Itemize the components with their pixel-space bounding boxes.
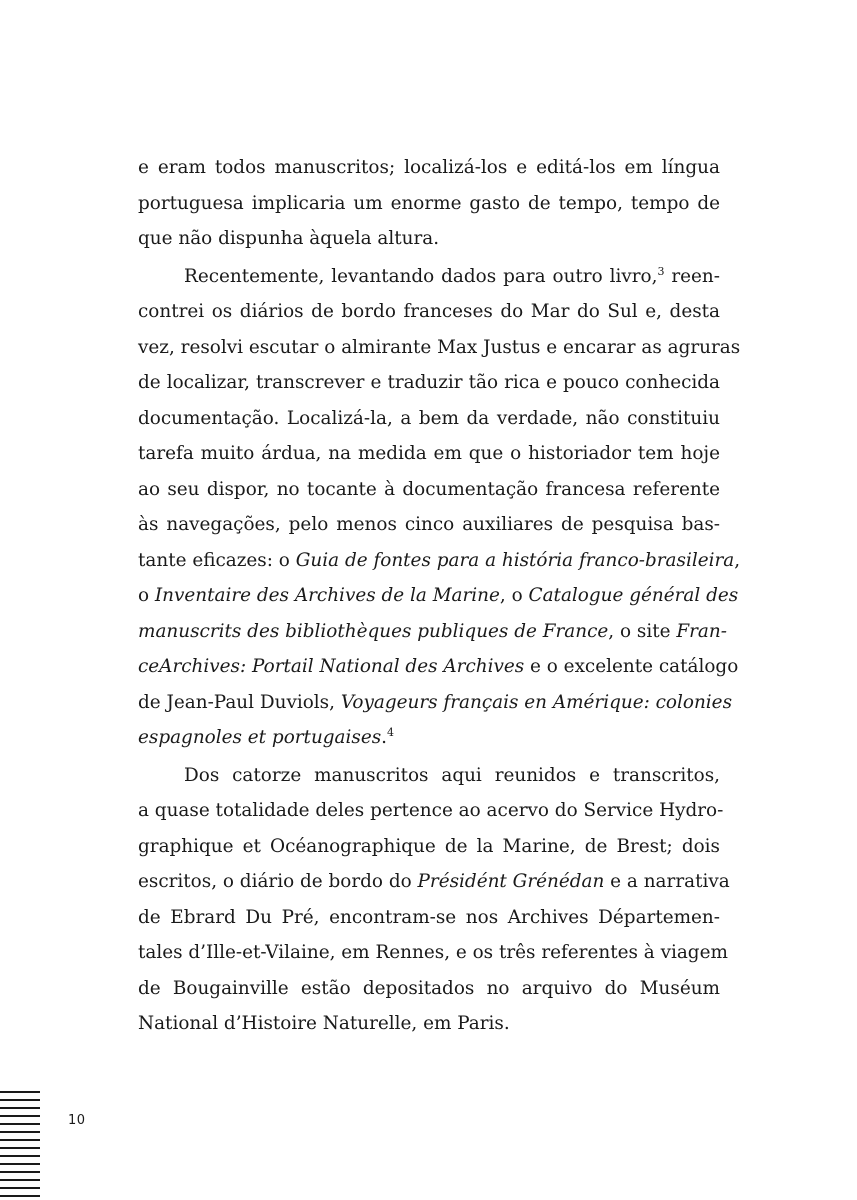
rule-line <box>0 1139 40 1141</box>
text-line <box>138 649 739 685</box>
rule-line <box>0 1107 40 1109</box>
footnote-marker[interactable]: 4 <box>387 726 395 739</box>
rule-line <box>0 1179 40 1181</box>
text-line: de localizar, transcrever e traduzir tão rica e pouco conhecida <box>138 372 720 393</box>
italic-title: Inventaire des Archives de la Marine <box>154 585 500 606</box>
rule-line <box>0 1131 40 1133</box>
text-run: e o excelente catálogo <box>524 656 739 677</box>
text-run: . <box>381 727 388 748</box>
body-text <box>138 150 741 1042</box>
italic-title: espagnoles et portugaises <box>138 727 382 748</box>
rule-line <box>0 1171 40 1173</box>
text-run: Recentemente, levantando dados para outro livro, <box>184 265 658 287</box>
text-line <box>138 259 720 295</box>
text-line <box>138 578 739 614</box>
text-run: tante eficazes: o <box>138 549 296 571</box>
text-line: tarefa muito árdua, na medida em que o historiador tem hoje <box>138 443 720 464</box>
text-line: contrei os diários de bordo franceses do Mar do Sul e, desta <box>138 301 720 322</box>
italic-title: ceArchives: Portail National des Archives <box>138 656 525 677</box>
text-line: portuguesa implicaria um enorme gasto de tempo, tempo de <box>138 192 720 214</box>
italic-title: Présidént Grénédan <box>417 871 605 892</box>
text-line: de Bougainville estão depositados no arquivo do Muséum <box>138 977 720 999</box>
text-run: e a narrativa <box>604 871 730 892</box>
rule-line <box>0 1123 40 1125</box>
page-number: 10 <box>68 1113 86 1128</box>
text-run: o <box>138 585 155 606</box>
rule-line <box>0 1099 40 1101</box>
text-line <box>138 720 720 756</box>
text-line: documentação. Localizá-la, a bem da verdade, não constituiu <box>138 407 720 429</box>
text-line: às navegações, pelo menos cinco auxiliares de pesquisa bas- <box>138 514 720 535</box>
text-line: a quase totalidade deles pertence ao acervo do Service Hydro- <box>138 800 724 821</box>
text-line <box>138 685 733 721</box>
footnote-marker[interactable]: 3 <box>657 264 665 278</box>
text-line <box>138 543 741 579</box>
text-line: tales d’Ille-et-Vilaine, em Rennes, e os três referentes à viagem <box>138 942 728 963</box>
folio-decoration <box>0 1091 40 1200</box>
paragraph-1 <box>138 150 720 257</box>
text-run: escritos, o diário de bordo do <box>138 871 418 892</box>
rule-line <box>0 1091 40 1093</box>
text-line <box>138 614 727 650</box>
text-line <box>138 864 730 900</box>
text-line: e eram todos manuscritos; localizá-los e editá-los em língua <box>138 157 720 178</box>
rule-line <box>0 1115 40 1117</box>
rule-line <box>0 1163 40 1165</box>
rule-line <box>0 1147 40 1149</box>
text-run: reen- <box>664 265 720 287</box>
text-line: vez, resolvi escutar o almirante Max Justus e encarar as agruras <box>138 336 741 358</box>
text-line: Dos catorze manuscritos aqui reunidos e transcritos, <box>184 764 720 786</box>
italic-title: Fran- <box>676 620 727 642</box>
italic-title: Catalogue général des <box>528 585 739 606</box>
text-line: ao seu dispor, no tocante à documentação francesa referente <box>138 478 720 500</box>
text-line: graphique et Océanographique de la Marine, de Brest; dois <box>138 835 720 857</box>
italic-title: manuscrits des bibliothèques publiques de France <box>138 620 609 642</box>
italic-title: Guia de fontes para a história franco-brasileira <box>295 549 735 571</box>
paragraph-2 <box>138 259 741 756</box>
text-line: de Ebrard Du Pré, encontram-se nos Archives Départemen- <box>138 906 720 928</box>
rule-line <box>0 1155 40 1157</box>
rule-line <box>0 1195 40 1197</box>
italic-title: Voyageurs français en Amérique: colonies <box>340 691 733 713</box>
text-run: , o <box>499 585 529 606</box>
text-run: , <box>734 549 741 571</box>
text-line: que não dispunha àquela altura. <box>138 228 440 249</box>
rule-line <box>0 1187 40 1189</box>
text-run: de Jean-Paul Duviols, <box>138 691 341 713</box>
text-run: , o site <box>608 620 677 642</box>
paragraph-3 <box>138 758 730 1042</box>
text-line: National d’Histoire Naturelle, em Paris. <box>138 1013 510 1034</box>
